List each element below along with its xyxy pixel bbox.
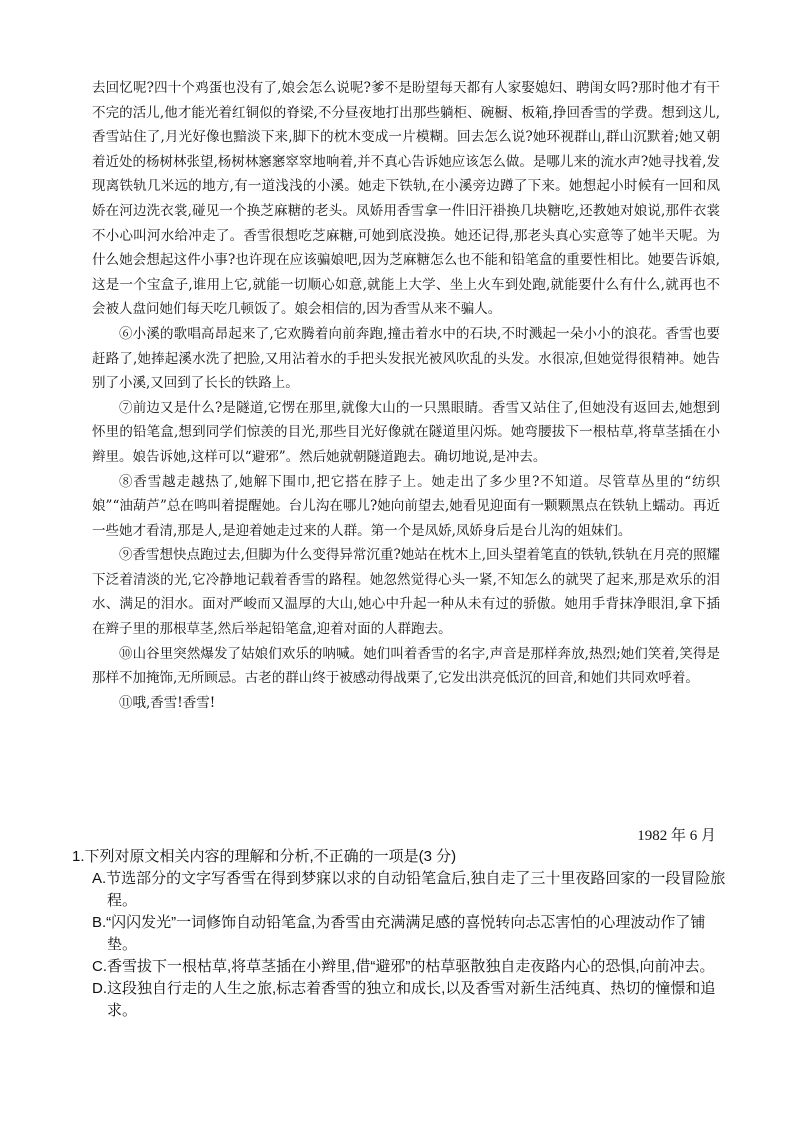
option-b: B.“闪闪发光”一词修饰自动铅笔盒,为香雪由充满满足感的喜悦转向忐忑害怕的心理波动作了铺垫。 [92,914,706,953]
story-paragraph-6: ⑥小溪的歌唱高昂起来了,它欢腾着向前奔跑,撞击着水中的石块,不时溅起一朵小小的浪花。香雪也要赶路了,她捧起溪水洗了把脸,又用沾着水的手把头发抿光被风吹乱的头发。水很凉,但她觉得很精神。她告别了小溪,又回到了长长的铁路上。 [92,325,720,392]
question-stem: 1.下列对原文相关内容的理解和分析,不正确的一项是(3 分) [72,848,457,865]
option-d: D.这段独自行走的人生之旅,标志着香雪的独立和成长,以及香雪对新生活纯真、热切的憧憬和追求。 [92,980,716,1019]
story-paragraph-11: ⑪哦,香雪!香雪! [119,694,216,711]
option-c: C.香雪拔下一根枯草,将草茎插在小辫里,借“避邪”的枯草驱散独自走夜路内心的恐惧,向前冲去。 [92,958,715,975]
story-date: 1982 年 6 月 [637,828,716,844]
question-1 [72,846,726,1022]
story-paragraph-7: ⑦前边又是什么?是隧道,它愣在那里,就像大山的一只黑眼睛。香雪又站住了,但她没有返回去,她想到怀里的铅笔盒,想到同学们惊羡的目光,那些目光好像就在隧道里闪烁。她弯腰拔下一根枯草,将草茎插在小辫里。娘告诉她,这样可以“避邪”。然后她就朝隧道跑去。确切地说,是冲去。 [92,399,720,465]
story-paragraph-9: ⑨香雪想快点跑过去,但脚为什么变得异常沉重?她站在枕木上,回头望着笔直的铁轨,铁轨在月亮的照耀下泛着清淡的光,它冷静地记载着香雪的路程。她忽然觉得心头一紧,不知怎么的就哭了起来,那是欢乐的泪水、满足的泪水。面对严峻而又温厚的大山,她心中升起一种从未有过的骄傲。她用手背抹净眼泪,拿下插在辫子里的那根草茎,然后举起铅笔盒,迎着对面的人群跑去。 [92,547,720,638]
story-paragraph-8: ⑧香雪越走越热了,她解下围巾,把它搭在脖子上。她走出了多少里?不知道。尽管草丛里的“纺织娘”“油葫芦”总在鸣叫着提醒她。台儿沟在哪儿?她向前望去,她看见迎面有一颗颗黑点在铁轨上蠕动。再近一些她才看清,那是人,是迎着她走过来的人群。第一个是凤娇,凤娇身后是台儿沟的姐妹们。 [92,473,720,539]
option-a: A.节选部分的文字写香雪在得到梦寐以求的自动铅笔盒后,独自走了三十里夜路回家的一段冒险旅程。 [92,870,726,909]
story-paragraph-10: ⑩山谷里突然爆发了姑娘们欢乐的呐喊。她们叫着香雪的名字,声音是那样奔放,热烈;她们笑着,笑得是那样不加掩饰,无所顾忌。古老的群山终于被感动得战栗了,它发出洪亮低沉的回音,和她们共同欢呼着。 [92,645,720,687]
story-paragraph-5-continued: 去回忆呢?四十个鸡蛋也没有了,娘会怎么说呢?爹不是盼望每天都有人家娶媳妇、聘闺女吗?那时他才有干不完的活儿,他才能光着红铜似的脊梁,不分昼夜地打出那些躺柜、碗橱、板箱,挣回香雪的学费。想到这儿,香雪站住了,月光好像也黯淡下来,脚下的枕木变成一片模糊。回去怎么说?她环视群山,群山沉默着;她又朝着近处的杨树林张望,杨树林窸窸窣窣地响着,并不真心告诉她应该怎么做。是哪儿来的流水声?她寻找着,发现离铁轨几米远的地方,有一道浅浅的小溪。她走下铁轨,在小溪旁边蹲了下来。她想起小时候有一回和凤娇在河边洗衣裳,碰见一个换芝麻糖的老头。凤娇用香雪拿一件旧汗褂换几块糖吃,还教她对娘说,那件衣裳不小心叫河水给冲走了。香雪很想吃芝麻糖,可她到底没换。她还记得,那老头真心实意等了她半天呢。为什么她会想起这件小事?也许现在应该骗娘吧,因为芝麻糖怎么也不能和铅笔盒的重要性相比。她要告诉娘,这是一个宝盒子,谁用上它,就能一切顺心如意,就能上大学、坐上火车到处跑,就能要什么有什么,就再也不会被人盘问她们每天吃几顿饭了。娘会相信的,因为香雪从来不骗人。 [92,80,720,318]
story-excerpt [92,76,720,715]
